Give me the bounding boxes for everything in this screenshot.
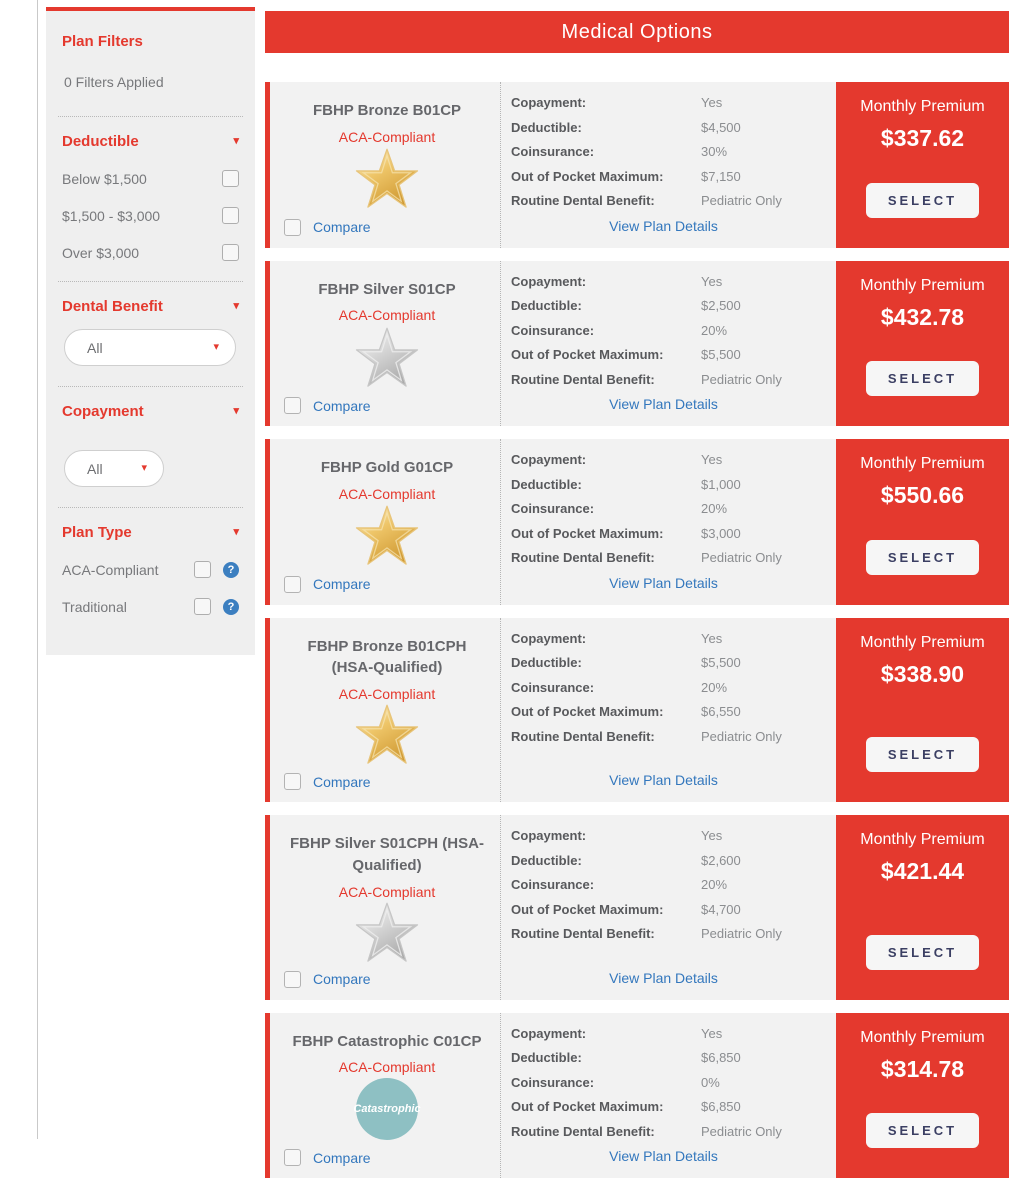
monthly-premium-label: Monthly Premium xyxy=(860,455,984,473)
plan-summary-pane xyxy=(270,82,500,248)
filters-applied-count: 0 Filters Applied xyxy=(64,74,239,90)
detail-label: Coinsurance: xyxy=(511,323,701,338)
plan-details-pane xyxy=(500,618,836,803)
premium-pane xyxy=(836,618,1009,803)
view-plan-details-link[interactable]: View Plan Details xyxy=(511,396,816,414)
detail-label: Coinsurance: xyxy=(511,877,701,892)
filter-option-traditional xyxy=(62,598,239,615)
aca-compliant-link[interactable]: ACA-Compliant xyxy=(284,884,490,900)
monthly-premium-label: Monthly Premium xyxy=(860,1029,984,1047)
detail-row-deductible xyxy=(511,477,816,492)
detail-label: Deductible: xyxy=(511,298,701,313)
select-button[interactable]: SELECT xyxy=(866,540,979,575)
detail-label: Copayment: xyxy=(511,452,701,467)
detail-row-coinsurance xyxy=(511,680,816,695)
detail-value: Yes xyxy=(701,274,722,289)
compare-row xyxy=(284,1149,490,1166)
chevron-down-icon: ▾ xyxy=(233,136,239,147)
help-icon[interactable]: ? xyxy=(223,562,239,578)
view-plan-details-link[interactable]: View Plan Details xyxy=(511,970,816,988)
dental-benefit-select-value: All xyxy=(87,340,103,356)
select-button[interactable]: SELECT xyxy=(866,1113,979,1148)
detail-row-deductible xyxy=(511,1050,816,1065)
plan-type-heading-label: Plan Type xyxy=(62,524,132,541)
detail-label: Coinsurance: xyxy=(511,680,701,695)
copayment-select[interactable] xyxy=(64,450,164,487)
detail-value: Yes xyxy=(701,631,722,646)
aca-compliant-link[interactable]: ACA-Compliant xyxy=(284,129,490,145)
silver-star-icon xyxy=(355,327,419,388)
detail-value: Pediatric Only xyxy=(701,550,782,565)
detail-label: Out of Pocket Maximum: xyxy=(511,347,701,362)
sidebar-title: Plan Filters xyxy=(62,33,239,50)
detail-row-coinsurance xyxy=(511,1075,816,1090)
monthly-premium-label: Monthly Premium xyxy=(860,98,984,116)
copayment-heading-label: Copayment xyxy=(62,403,144,420)
chevron-down-icon: ▾ xyxy=(233,527,239,538)
plan-details-pane xyxy=(500,815,836,1000)
detail-value: 30% xyxy=(701,144,727,159)
premium-pane xyxy=(836,1013,1009,1178)
filter-option-deductible-mid xyxy=(62,207,239,224)
medical-options-header xyxy=(265,11,1009,53)
view-plan-details-link[interactable]: View Plan Details xyxy=(511,772,816,790)
option-label: Over $3,000 xyxy=(62,245,222,261)
plan-name: FBHP Silver S01CP xyxy=(284,273,490,301)
compare-label[interactable]: Compare xyxy=(313,219,371,235)
detail-value: $6,550 xyxy=(701,704,741,719)
gold-star-icon xyxy=(355,148,419,209)
detail-label: Out of Pocket Maximum: xyxy=(511,704,701,719)
detail-row-deductible xyxy=(511,120,816,135)
divider xyxy=(58,116,243,117)
select-button[interactable]: SELECT xyxy=(866,183,979,218)
detail-value: $2,500 xyxy=(701,298,741,313)
compare-label[interactable]: Compare xyxy=(313,971,371,987)
monthly-premium-price: $337.62 xyxy=(881,125,964,152)
detail-value: Yes xyxy=(701,452,722,467)
detail-label: Out of Pocket Maximum: xyxy=(511,1099,701,1114)
plan-list xyxy=(265,82,1009,1178)
compare-row xyxy=(284,971,490,988)
compare-row xyxy=(284,397,490,414)
detail-label: Coinsurance: xyxy=(511,144,701,159)
plan-summary-pane xyxy=(270,618,500,803)
plan-card xyxy=(265,618,1009,803)
monthly-premium-price: $421.44 xyxy=(881,858,964,885)
plan-name: FBHP Gold G01CP xyxy=(284,451,490,479)
chevron-down-icon: ▾ xyxy=(213,342,219,353)
detail-value: Pediatric Only xyxy=(701,193,782,208)
compare-label[interactable]: Compare xyxy=(313,774,371,790)
compare-label[interactable]: Compare xyxy=(313,576,371,592)
section-heading-deductible[interactable] xyxy=(62,133,239,150)
detail-label: Deductible: xyxy=(511,477,701,492)
detail-value: $2,600 xyxy=(701,853,741,868)
monthly-premium-label: Monthly Premium xyxy=(860,277,984,295)
compare-label[interactable]: Compare xyxy=(313,398,371,414)
premium-pane xyxy=(836,82,1009,248)
detail-value: Pediatric Only xyxy=(701,372,782,387)
filter-option-deductible-over xyxy=(62,244,239,261)
select-button[interactable]: SELECT xyxy=(866,361,979,396)
gold-star-icon xyxy=(355,505,419,566)
detail-row-copayment xyxy=(511,452,816,467)
compare-checkbox[interactable] xyxy=(284,576,301,593)
silver-star-icon xyxy=(355,902,419,963)
plan-summary-pane xyxy=(270,439,500,605)
compare-label[interactable]: Compare xyxy=(313,1150,371,1166)
premium-pane xyxy=(836,815,1009,1000)
detail-row-coinsurance xyxy=(511,877,816,892)
select-button[interactable]: SELECT xyxy=(866,935,979,970)
detail-label: Coinsurance: xyxy=(511,501,701,516)
compare-checkbox[interactable] xyxy=(284,1149,301,1166)
detail-row-copayment xyxy=(511,828,816,843)
page-title: Medical Options xyxy=(562,21,713,44)
divider xyxy=(58,386,243,387)
plan-name: FBHP Bronze B01CPH (HSA-Qualified) xyxy=(284,630,490,680)
detail-row-oop-maximum xyxy=(511,704,816,719)
detail-value: 20% xyxy=(701,501,727,516)
plan-summary-pane xyxy=(270,1013,500,1178)
detail-value: 20% xyxy=(701,323,727,338)
dental-heading-label: Dental Benefit xyxy=(62,298,163,315)
compare-row xyxy=(284,773,490,790)
detail-value: 20% xyxy=(701,877,727,892)
plan-name: FBHP Bronze B01CP xyxy=(284,94,490,122)
detail-label: Routine Dental Benefit: xyxy=(511,193,701,208)
detail-label: Routine Dental Benefit: xyxy=(511,729,701,744)
detail-label: Out of Pocket Maximum: xyxy=(511,526,701,541)
medical-options-main xyxy=(265,0,1009,1178)
plan-tier-icon xyxy=(284,147,490,211)
section-heading-plan-type[interactable] xyxy=(62,524,239,541)
aca-compliant-link[interactable]: ACA-Compliant xyxy=(284,307,490,323)
section-heading-dental-benefit[interactable] xyxy=(62,298,239,315)
detail-label: Deductible: xyxy=(511,853,701,868)
chevron-down-icon: ▾ xyxy=(233,301,239,312)
detail-label: Deductible: xyxy=(511,1050,701,1065)
detail-label: Out of Pocket Maximum: xyxy=(511,169,701,184)
view-plan-details-link[interactable]: View Plan Details xyxy=(511,218,816,236)
left-vertical-rule xyxy=(37,0,38,1139)
deductible-heading-label: Deductible xyxy=(62,133,139,150)
detail-row-oop-maximum xyxy=(511,1099,816,1114)
detail-value: Yes xyxy=(701,95,722,110)
detail-row-dental-benefit xyxy=(511,729,816,744)
plan-details-pane xyxy=(500,439,836,605)
detail-row-oop-maximum xyxy=(511,902,816,917)
detail-value: $3,000 xyxy=(701,526,741,541)
divider xyxy=(58,281,243,282)
premium-pane xyxy=(836,261,1009,427)
detail-label: Copayment: xyxy=(511,95,701,110)
plan-name: FBHP Silver S01CPH (HSA-Qualified) xyxy=(284,827,490,877)
plan-tier-icon xyxy=(284,704,490,765)
detail-row-copayment xyxy=(511,274,816,289)
detail-label: Routine Dental Benefit: xyxy=(511,550,701,565)
detail-row-dental-benefit xyxy=(511,372,816,387)
compare-row xyxy=(284,576,490,593)
option-label: Below $1,500 xyxy=(62,171,222,187)
plan-filters-sidebar xyxy=(46,7,255,655)
detail-value: $7,150 xyxy=(701,169,741,184)
detail-row-coinsurance xyxy=(511,323,816,338)
detail-label: Routine Dental Benefit: xyxy=(511,372,701,387)
detail-row-deductible xyxy=(511,853,816,868)
aca-compliant-link[interactable]: ACA-Compliant xyxy=(284,686,490,702)
section-heading-copayment[interactable] xyxy=(62,403,239,420)
plan-card xyxy=(265,261,1009,427)
detail-value: Pediatric Only xyxy=(701,1124,782,1139)
chevron-down-icon: ▾ xyxy=(141,463,147,474)
plan-tier-icon xyxy=(284,1077,490,1141)
detail-row-copayment xyxy=(511,1026,816,1041)
aca-compliant-link[interactable]: ACA-Compliant xyxy=(284,486,490,502)
gold-star-icon xyxy=(355,704,419,765)
plan-tier-icon xyxy=(284,325,490,389)
plan-details-pane xyxy=(500,1013,836,1178)
detail-row-copayment xyxy=(511,95,816,110)
detail-row-coinsurance xyxy=(511,501,816,516)
view-plan-details-link[interactable]: View Plan Details xyxy=(511,575,816,593)
option-label: $1,500 - $3,000 xyxy=(62,208,222,224)
monthly-premium-label: Monthly Premium xyxy=(860,634,984,652)
detail-row-oop-maximum xyxy=(511,526,816,541)
monthly-premium-price: $314.78 xyxy=(881,1056,964,1083)
plan-card xyxy=(265,82,1009,248)
catastrophic-icon: Catastrophic xyxy=(356,1078,418,1140)
monthly-premium-price: $550.66 xyxy=(881,482,964,509)
detail-label: Routine Dental Benefit: xyxy=(511,926,701,941)
plan-name: FBHP Catastrophic C01CP xyxy=(284,1025,490,1053)
detail-value: $5,500 xyxy=(701,347,741,362)
detail-row-oop-maximum xyxy=(511,169,816,184)
plan-summary-pane xyxy=(270,815,500,1000)
detail-row-coinsurance xyxy=(511,144,816,159)
plan-card xyxy=(265,1013,1009,1178)
detail-value: $6,850 xyxy=(701,1099,741,1114)
plan-tier-icon xyxy=(284,902,490,963)
compare-checkbox[interactable] xyxy=(284,971,301,988)
plan-card xyxy=(265,815,1009,1000)
chevron-down-icon: ▾ xyxy=(233,406,239,417)
detail-label: Coinsurance: xyxy=(511,1075,701,1090)
divider xyxy=(58,507,243,508)
detail-value: 0% xyxy=(701,1075,720,1090)
detail-label: Copayment: xyxy=(511,1026,701,1041)
aca-compliant-link[interactable]: ACA-Compliant xyxy=(284,1059,490,1075)
detail-row-copayment xyxy=(511,631,816,646)
help-icon[interactable]: ? xyxy=(223,599,239,615)
dental-benefit-select[interactable] xyxy=(64,329,236,366)
detail-row-dental-benefit xyxy=(511,1124,816,1139)
plan-tier-icon xyxy=(284,504,490,568)
detail-value: $6,850 xyxy=(701,1050,741,1065)
detail-value: Pediatric Only xyxy=(701,729,782,744)
compare-checkbox[interactable] xyxy=(284,397,301,414)
detail-row-dental-benefit xyxy=(511,926,816,941)
copayment-select-value: All xyxy=(87,461,103,477)
detail-label: Copayment: xyxy=(511,828,701,843)
detail-value: $4,700 xyxy=(701,902,741,917)
compare-checkbox[interactable] xyxy=(284,773,301,790)
plan-summary-pane xyxy=(270,261,500,427)
detail-value: $5,500 xyxy=(701,655,741,670)
monthly-premium-price: $432.78 xyxy=(881,304,964,331)
detail-label: Routine Dental Benefit: xyxy=(511,1124,701,1139)
detail-row-dental-benefit xyxy=(511,193,816,208)
select-button[interactable]: SELECT xyxy=(866,737,979,772)
monthly-premium-label: Monthly Premium xyxy=(860,831,984,849)
monthly-premium-price: $338.90 xyxy=(881,661,964,688)
option-label: Traditional xyxy=(62,599,194,615)
detail-row-deductible xyxy=(511,655,816,670)
detail-label: Copayment: xyxy=(511,631,701,646)
detail-row-oop-maximum xyxy=(511,347,816,362)
option-label: ACA-Compliant xyxy=(62,562,194,578)
detail-label: Deductible: xyxy=(511,120,701,135)
filter-option-aca-compliant xyxy=(62,561,239,578)
detail-row-deductible xyxy=(511,298,816,313)
detail-value: Yes xyxy=(701,828,722,843)
compare-row xyxy=(284,219,490,236)
deductible-below-checkbox[interactable] xyxy=(222,170,239,187)
detail-value: Pediatric Only xyxy=(701,926,782,941)
detail-value: $4,500 xyxy=(701,120,741,135)
detail-label: Out of Pocket Maximum: xyxy=(511,902,701,917)
detail-value: Yes xyxy=(701,1026,722,1041)
plan-card xyxy=(265,439,1009,605)
compare-checkbox[interactable] xyxy=(284,219,301,236)
plan-details-pane xyxy=(500,82,836,248)
detail-row-dental-benefit xyxy=(511,550,816,565)
deductible-mid-checkbox[interactable] xyxy=(222,207,239,224)
detail-label: Deductible: xyxy=(511,655,701,670)
traditional-checkbox[interactable] xyxy=(194,598,211,615)
detail-value: 20% xyxy=(701,680,727,695)
deductible-over-checkbox[interactable] xyxy=(222,244,239,261)
plan-details-pane xyxy=(500,261,836,427)
detail-value: $1,000 xyxy=(701,477,741,492)
filter-option-deductible-below xyxy=(62,170,239,187)
aca-compliant-checkbox[interactable] xyxy=(194,561,211,578)
view-plan-details-link[interactable]: View Plan Details xyxy=(511,1148,816,1166)
detail-label: Copayment: xyxy=(511,274,701,289)
premium-pane xyxy=(836,439,1009,605)
